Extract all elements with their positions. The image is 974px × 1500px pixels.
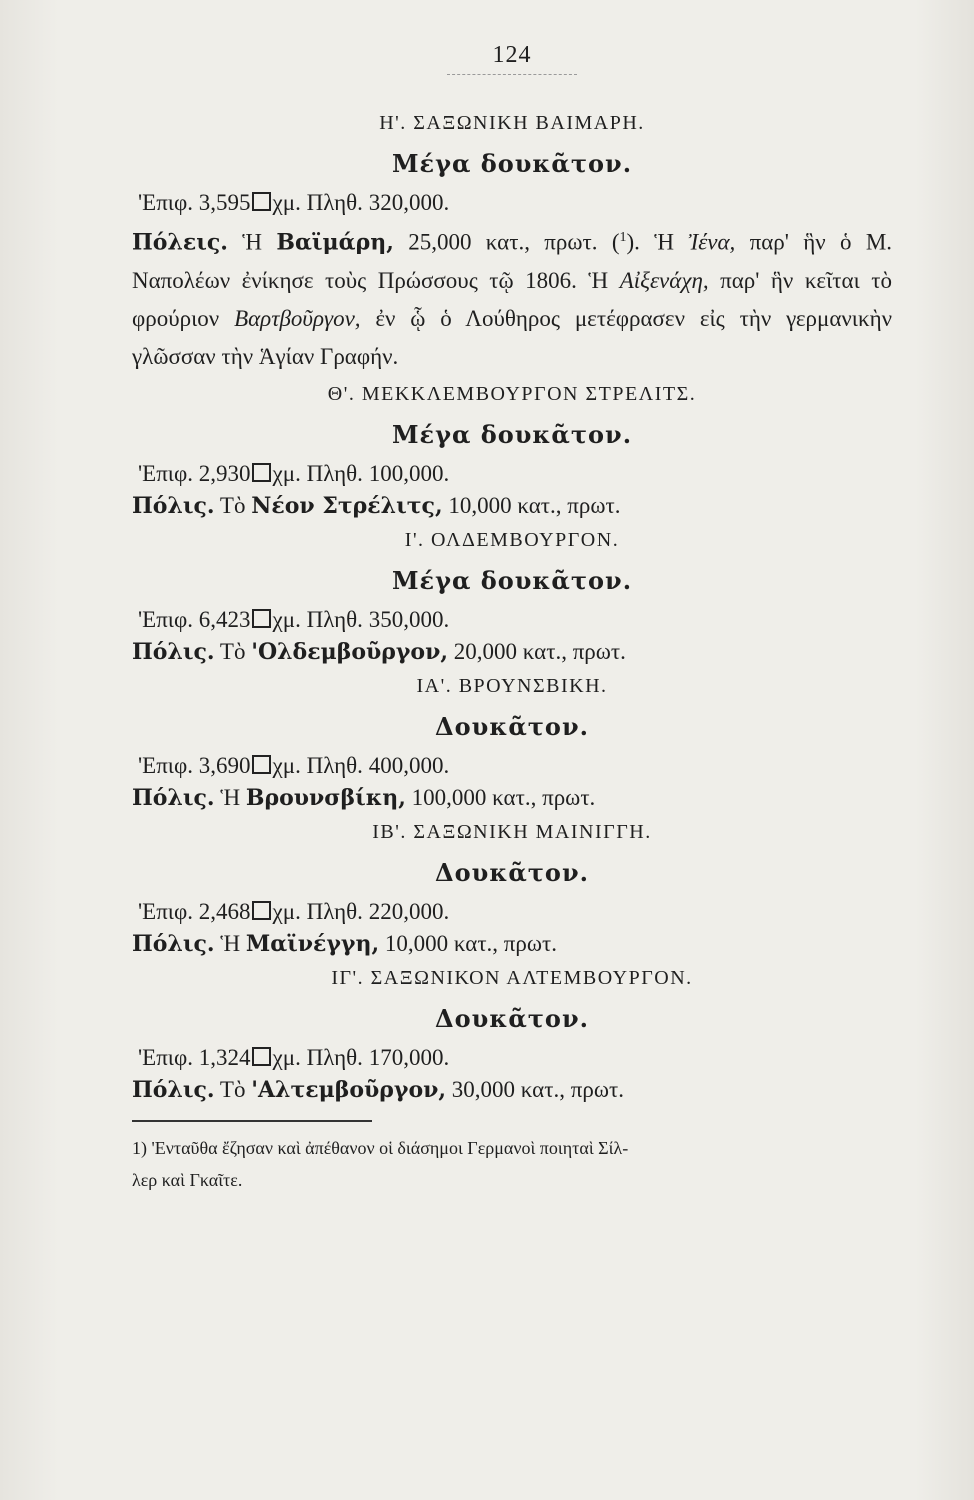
city-article: Τὸ <box>219 638 246 664</box>
footnote-text-continued: λερ καὶ Γκαῖτε. <box>132 1169 243 1190</box>
area-unit: χμ. <box>272 190 301 215</box>
area-value: 1,324 <box>198 1044 251 1070</box>
population-value: 220,000. <box>368 898 450 924</box>
population-label: Πληθ. <box>306 606 363 632</box>
area-unit: χμ. <box>272 606 301 632</box>
page-number: 124 <box>492 42 532 68</box>
city-details: 100,000 κατ., πρωτ. <box>411 784 596 810</box>
city-line <box>132 490 892 522</box>
section-heading: ΙΒ'. ΣΑΞΩΝΙΚΗ ΜΑΙΝΙΓΓΗ. <box>372 820 652 843</box>
section-heading: Θ'. ΜΕΚΚΛΕΜΒΟΥΡΓΟΝ ΣΤΡΕΛΙΤΣ. <box>327 382 697 405</box>
city-name: Νέον Στρέλιτς, <box>251 492 443 519</box>
section-heading: ΙΓ'. ΣΑΞΩΝΙΚΟΝ ΑΛΤΕΜΒΟΥΡΓΟΝ. <box>331 966 693 989</box>
area-label: 'Επιφ. <box>138 606 194 632</box>
square-icon <box>252 901 271 920</box>
square-icon <box>252 1047 271 1066</box>
city-article: Τὸ <box>219 492 246 518</box>
city-name: 'Ολδεμβοῦργον, <box>251 638 449 665</box>
city-line <box>132 928 892 960</box>
area-label: 'Επιφ. <box>138 1044 194 1070</box>
paragraph-text: Ἡ <box>242 229 263 255</box>
cities-label: Πόλις. <box>132 492 215 519</box>
paragraph-text: 25,000 κατ., πρωτ. ( <box>408 229 620 255</box>
area-value: 6,423 <box>198 606 251 632</box>
city-name: Βρουνσβίκη, <box>245 784 406 811</box>
city-name: Ἰένα, <box>688 229 736 255</box>
footnote-divider <box>132 1120 372 1122</box>
area-label: 'Επιφ. <box>138 898 194 924</box>
population-label: Πληθ. <box>306 752 363 778</box>
population-value: 320,000. <box>368 190 450 215</box>
section-subheading: Δουκᾶτον. <box>435 1003 589 1033</box>
stats-line <box>132 750 892 782</box>
city-details: 20,000 κατ., πρωτ. <box>453 638 626 664</box>
area-value: 3,690 <box>198 752 251 778</box>
city-name: Μαϊνέγγη, <box>245 930 380 957</box>
stats-line <box>132 604 892 636</box>
city-line <box>132 1074 892 1106</box>
section-subheading: Μέγα δουκᾶτον. <box>391 149 633 178</box>
square-icon <box>252 463 271 482</box>
paragraph-text: παρ' ἣν κεῖται τὸ φρούριον <box>132 267 892 331</box>
city-details: 10,000 κατ., πρωτ. <box>448 492 621 518</box>
page-number-rule <box>447 72 577 75</box>
city-name: Βαϊμάρη, <box>276 229 394 256</box>
area-label: 'Επιφ. <box>138 190 194 215</box>
square-icon <box>252 609 271 628</box>
section-heading: ΙΑ'. ΒΡΟΥΝΣΒΙΚΗ. <box>416 674 608 697</box>
section-subheading: Μέγα δουκᾶτον. <box>391 565 633 595</box>
area-value: 2,468 <box>198 898 251 924</box>
stats-line <box>132 187 892 219</box>
city-article: Ἡ <box>220 930 241 956</box>
area-label: 'Επιφ. <box>138 752 194 778</box>
cities-label: Πόλεις. <box>132 229 228 256</box>
section-heading: Η'. ΣΑΞΩΝΙΚΗ ΒΑΙΜΑΡΗ. <box>379 112 645 134</box>
stats-line <box>132 896 892 928</box>
cities-label: Πόλις. <box>132 784 215 811</box>
area-value: 3,595 <box>198 190 251 215</box>
area-unit: χμ. <box>272 898 301 924</box>
section-subheading: Δουκᾶτον. <box>435 857 589 887</box>
population-label: Πληθ. <box>306 460 363 486</box>
population-label: Πληθ. <box>306 190 363 215</box>
population-value: 100,000. <box>368 460 450 486</box>
section-subheading: Μέγα δουκᾶτον. <box>391 419 633 449</box>
section-subheading: Δουκᾶτον. <box>435 711 589 741</box>
footnote <box>132 1132 892 1196</box>
city-article: Τὸ <box>219 1076 246 1102</box>
cities-label: Πόλις. <box>132 1076 215 1103</box>
population-value: 400,000. <box>368 752 450 778</box>
section-heading: Ι'. ΟΛΔΕΜΒΟΥΡΓΟΝ. <box>404 528 620 551</box>
city-name: 'Αλτεμβοῦργον, <box>251 1076 447 1103</box>
population-value: 170,000. <box>368 1044 450 1070</box>
area-label: 'Επιφ. <box>138 460 194 486</box>
paragraph-text: ἐν ᾧ ὁ Λούθηρος μετέφρασεν εἰς τὴν γερμανικὴν γλῶσσαν τὴν Ἁγίαν Γραφήν. <box>132 305 893 369</box>
page-content <box>132 38 892 1196</box>
city-line <box>132 782 892 814</box>
square-icon <box>252 192 271 211</box>
footnote-ref: 1 <box>619 230 627 245</box>
footnote-marker: 1) <box>132 1137 147 1158</box>
city-line <box>132 636 892 668</box>
cities-label: Πόλις. <box>132 930 215 957</box>
city-details: 10,000 κατ., πρωτ. <box>384 930 558 956</box>
population-value: 350,000. <box>368 606 450 632</box>
stats-line <box>132 1042 892 1074</box>
footnote-text: 'Ενταῦθα ἔζησαν καὶ ἀπέθανον οἱ διάσημοι Γερμανοὶ ποιηταὶ Σίλ- <box>151 1137 629 1158</box>
city-details: 30,000 κατ., πρωτ. <box>451 1076 624 1102</box>
population-label: Πληθ. <box>306 898 363 924</box>
square-icon <box>252 755 271 774</box>
population-label: Πληθ. <box>306 1044 363 1070</box>
paragraph-text: ). Ἡ <box>626 229 674 255</box>
cities-paragraph <box>132 219 892 376</box>
area-unit: χμ. <box>272 460 301 486</box>
fortress-name: Βαρτβοῦργον, <box>234 305 361 331</box>
area-unit: χμ. <box>272 1044 301 1070</box>
area-value: 2,930 <box>198 460 251 486</box>
city-name: Αἰξενάχη, <box>619 267 709 293</box>
city-article: Ἡ <box>220 784 241 810</box>
paragraph-text: παρ' ἣν ὁ Μ. Ναπολέων ἐνίκησε τοὺς Πρώσσους τῷ 1806. Ἡ <box>132 229 893 293</box>
cities-label: Πόλις. <box>132 638 215 665</box>
area-unit: χμ. <box>272 752 301 778</box>
stats-line <box>132 458 892 490</box>
